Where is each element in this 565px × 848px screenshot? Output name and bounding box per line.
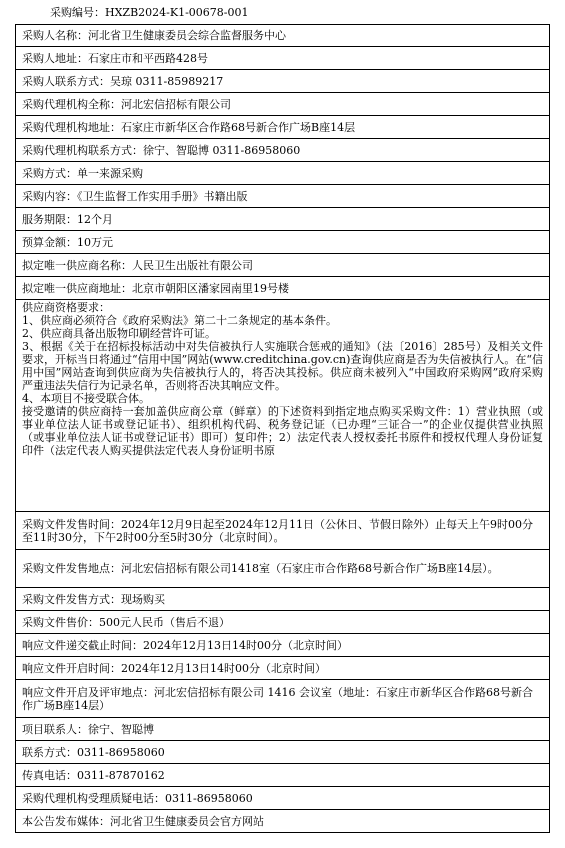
procurement-number: 采购编号：HXZB2024-K1-00678-001 [50,6,249,19]
agency-address: 采购代理机构地址：石家庄市新华区合作路68号新合作广场B座14层 [16,116,550,139]
table-row [16,764,550,787]
table-row [16,208,550,231]
purchaser-name: 采购人名称：河北省卫生健康委员会综合监督服务中心 [16,25,550,47]
budget-amount: 预算金额：10万元 [16,231,550,254]
table-row [16,185,550,208]
purchaser-address: 采购人地址：石家庄市和平西路428号 [16,47,550,70]
table-row [16,116,550,139]
procurement-method: 采购方式：单一来源采购 [16,162,550,185]
table-row [16,300,550,512]
supplier-address: 拟定唯一供应商地址：北京市朝阳区潘家园南里19号楼 [16,277,550,300]
qualification-item: 2、供应商具备出版物印刷经营许可证。 [22,327,216,340]
table-row [16,93,550,116]
qualification-title: 供应商资格要求： [22,301,110,314]
sale-location: 采购文件发售地点：河北宏信招标有限公司1418室（石家庄市合作路68号新合作广场B座14层）。 [16,550,550,588]
table-row [16,512,550,550]
table-row [16,810,550,833]
table-row [16,47,550,70]
table-row [16,657,550,680]
table-row [16,741,550,764]
table-row [16,70,550,93]
opening-location: 响应文件开启及评审地点：河北宏信招标有限公司 1416 会议室（地址：石家庄市新华区合作路68号新合作广场B座14层） [16,680,550,718]
table-row [16,231,550,254]
qualification-item: 3、根据《关于在招标投标活动中对失信被执行人实施联合惩戒的通知》（法〔2016〕285号）及相关文件要求，开标当日将通过“信用中国”网站(www.creditchina.gov.cn)查询供应商是否为失信被执行人。在“信用中国”网站查询到供应商为失信被执行人的，将否决其投标。供应商未被列入“中国政府采购网”政府采购严重违法失信行为记录名单，否则将否决其响应文件。 [22,340,544,392]
table-row [16,611,550,634]
table-row [16,588,550,611]
qualification-item: 4、本项目不接受联合体。 [22,392,150,405]
sale-method: 采购文件发售方式：现场购买 [16,588,550,611]
table-row [16,162,550,185]
procurement-content: 采购内容：《卫生监督工作实用手册》书籍出版 [16,185,550,208]
table-row [16,139,550,162]
table-row [16,718,550,741]
qualification-item: 1、供应商必须符合《政府采购法》第二十二条规定的基本条件。 [22,314,337,327]
fax-number: 传真电话：0311-87870162 [16,764,550,787]
table-row [16,25,550,47]
complaint-phone: 采购代理机构受理质疑电话：0311-86958060 [16,787,550,810]
table-row [16,277,550,300]
announcement-table [15,24,550,833]
opening-time: 响应文件开启时间：2024年12月13日14时00分（北京时间） [16,657,550,680]
purchaser-contact: 采购人联系方式：吴琼 0311-85989217 [16,70,550,93]
document-price: 采购文件售价：500元人民币（售后不退） [16,611,550,634]
table-row [16,787,550,810]
agency-name: 采购代理机构全称：河北宏信招标有限公司 [16,93,550,116]
agency-contact: 采购代理机构联系方式：徐宁、智聪博 0311-86958060 [16,139,550,162]
table-row [16,254,550,277]
table-row [16,634,550,657]
table-row [16,550,550,588]
qualification-item: 接受邀请的供应商持一套加盖供应商公章（鲜章）的下述资料到指定地点购买采购文件：1）营业执照（或事业单位法人证书或登记证书）、组织机构代码、税务登记证（已办理“三证合一”的企业仅提供营业执照（或事业单位法人证书或登记证书）即可）复印件；2）法定代表人授权委托书原件和授权代理人身份证复印件（法定代表人购买提供法定代表人身份证明书原 [22,405,543,457]
table-row [16,680,550,718]
sale-time: 采购文件发售时间：2024年12月9日起至2024年12月11日（公休日、节假日除外）止每天上午9时00分至11时30分，下午2时00分至5时30分（北京时间）。 [16,512,550,550]
service-period: 服务期限：12个月 [16,208,550,231]
qualification-requirements [16,300,550,512]
publishing-media: 本公告发布媒体：河北省卫生健康委员会官方网站 [16,810,550,833]
project-contact: 项目联系人：徐宁、智聪博 [16,718,550,741]
submission-deadline: 响应文件递交截止时间：2024年12月13日14时00分（北京时间） [16,634,550,657]
supplier-name: 拟定唯一供应商名称：人民卫生出版社有限公司 [16,254,550,277]
contact-phone: 联系方式：0311-86958060 [16,741,550,764]
